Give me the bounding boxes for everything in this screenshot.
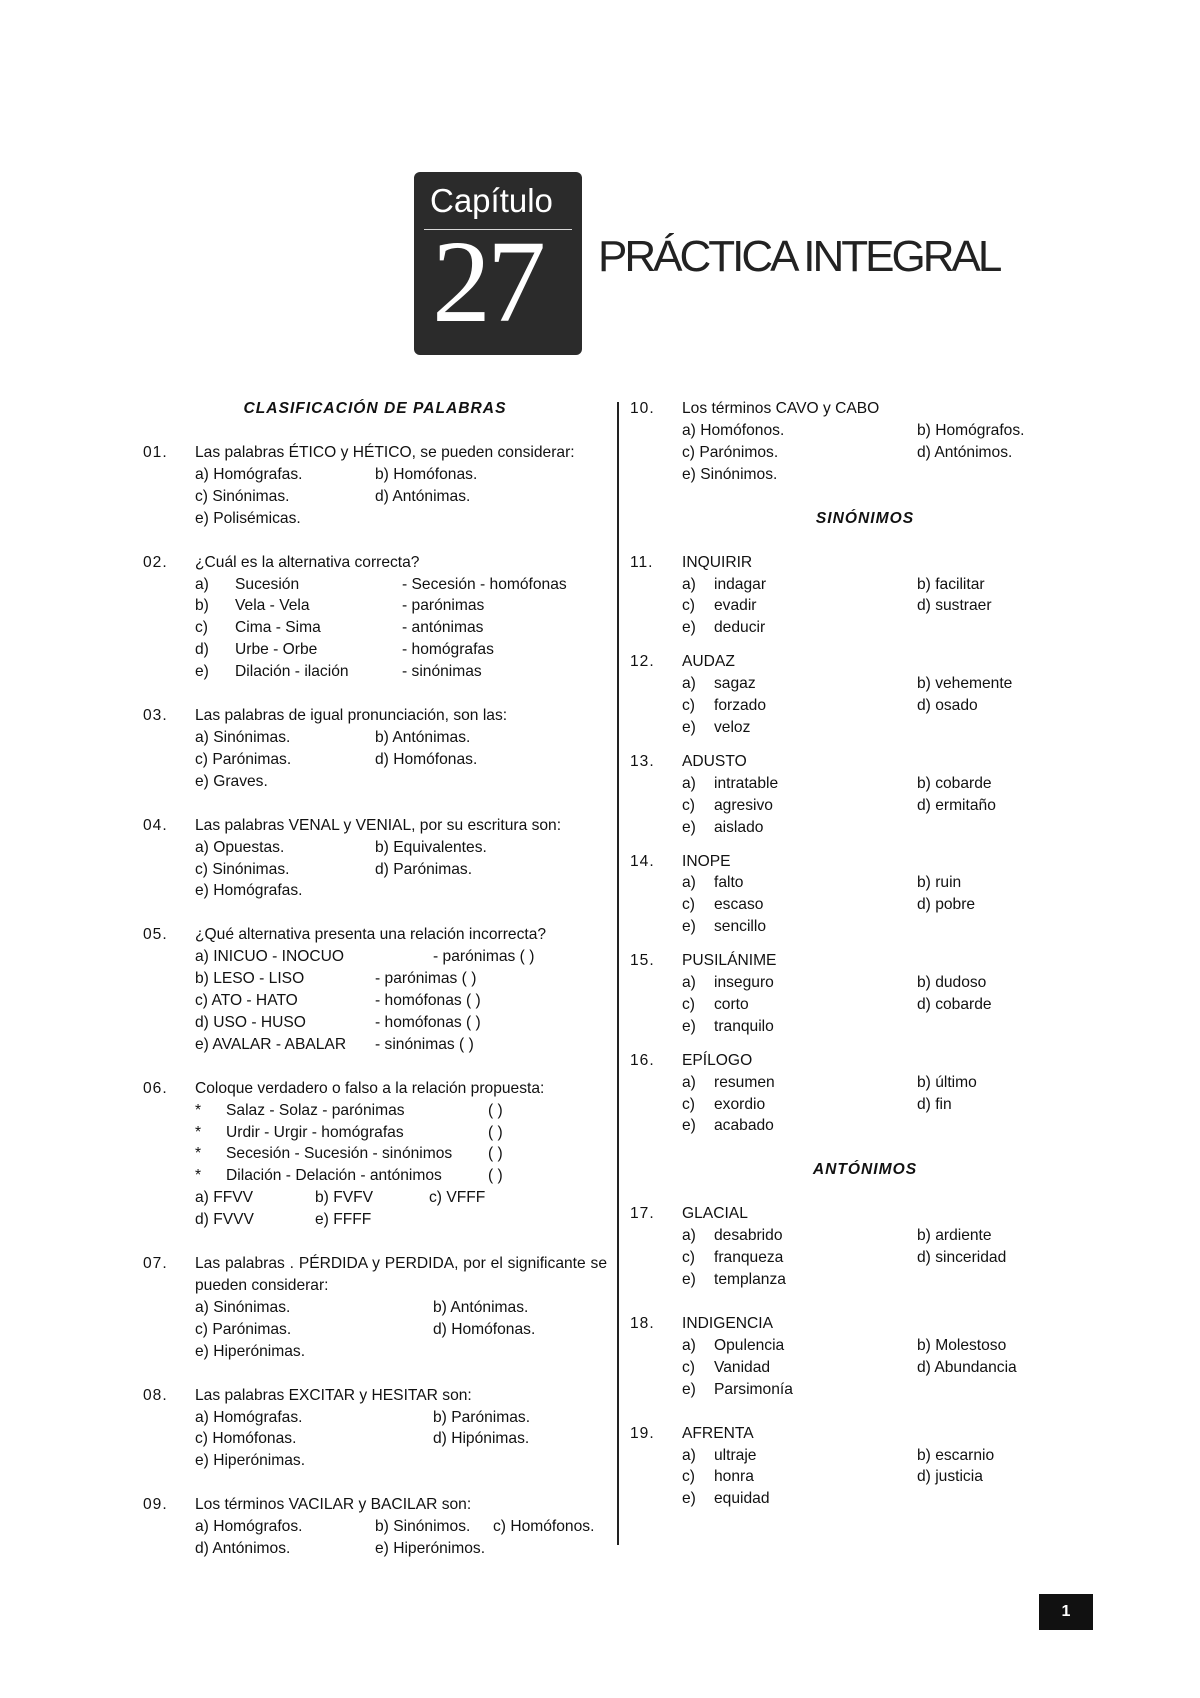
option-letter: a): [682, 1073, 696, 1091]
option-relation: - parónimas ( ): [433, 948, 535, 966]
option-b: b) cobarde: [917, 774, 992, 792]
answer-blank: ( ): [488, 1145, 503, 1163]
question-stem: INOPE: [682, 852, 731, 870]
question-number: 17.: [630, 1205, 655, 1223]
option-letter: e): [682, 619, 696, 637]
question-number: 02.: [143, 553, 168, 571]
question-number: 05.: [143, 926, 168, 944]
option-letter: c): [682, 1095, 695, 1113]
option-relation: - parónimas: [402, 597, 485, 615]
option-a-text: sagaz: [714, 675, 756, 693]
option-pair: Sucesión: [235, 575, 300, 593]
option-a-text: ultraje: [714, 1446, 757, 1464]
option-letter: a): [682, 1446, 696, 1464]
question-19: [630, 1423, 1100, 1511]
section-title-antonimos: ANTÓNIMOS: [812, 1161, 918, 1179]
question-18: [630, 1313, 1100, 1401]
option-b: b) ruin: [917, 874, 962, 892]
option-letter: c): [682, 697, 695, 715]
option-c-text: franqueza: [714, 1249, 784, 1267]
question-13: [630, 751, 1100, 839]
option-letter: c): [682, 1249, 695, 1267]
option-a: a) Sinónimas.: [195, 728, 291, 746]
option-pair: e) AVALAR - ABALAR: [195, 1035, 347, 1053]
option-relation: - antónimas: [402, 619, 484, 637]
option-letter: a): [195, 575, 209, 593]
option-letter: c): [682, 1358, 695, 1376]
option-c-text: agresivo: [714, 796, 773, 814]
question-stem: EPÍLOGO: [682, 1051, 753, 1069]
option-e-text: sencillo: [714, 918, 767, 936]
question-number: 06.: [143, 1079, 168, 1097]
question-number: 18.: [630, 1315, 655, 1332]
option-letter: c): [682, 995, 695, 1013]
option-letter: e): [682, 918, 696, 936]
option-letter: c): [682, 597, 695, 615]
option-letter: e): [682, 1017, 696, 1035]
option-letter: a): [682, 1336, 696, 1354]
option-c-text: forzado: [714, 697, 767, 715]
question-number: 09.: [143, 1496, 168, 1514]
option-e: e) Polisémicas.: [195, 509, 301, 527]
option-d: d) cobarde: [917, 995, 992, 1013]
question-stem: Las palabras VENAL y VENIAL, por su escritura son:: [195, 816, 562, 834]
option-pair: c) ATO - HATO: [195, 992, 298, 1010]
option-a-text: intratable: [714, 774, 779, 792]
statement: Salaz - Solaz - parónimas: [226, 1101, 405, 1119]
question-stem: INQUIRIR: [682, 553, 753, 571]
option-e: e) Hiperónimas.: [195, 1342, 306, 1360]
option-e: e) Homógrafas.: [195, 882, 303, 900]
option-e: e) Hiperónimos.: [375, 1540, 486, 1558]
option-letter: a): [682, 974, 696, 992]
question-stem: AFRENTA: [682, 1424, 754, 1442]
option-letter: c): [682, 1468, 695, 1486]
option-letter: c): [195, 619, 208, 637]
question-07: [143, 1253, 607, 1363]
option-b: b) Molestoso: [917, 1336, 1007, 1354]
option-b: b) Antónimas.: [375, 728, 471, 746]
section-title-sinonimos: SINÓNIMOS: [815, 509, 915, 527]
question-number: 15.: [630, 952, 655, 970]
option-b: b) FVFV: [315, 1189, 374, 1207]
option-a: a) Sinónimas.: [195, 1298, 291, 1316]
option-e: e) Hiperónimas.: [195, 1452, 306, 1470]
option-letter: a): [682, 874, 696, 892]
question-16: [630, 1050, 1100, 1138]
question-01: [143, 442, 607, 530]
question-stem: AUDAZ: [682, 653, 735, 671]
bullet: *: [195, 1101, 202, 1119]
option-e-text: deducir: [714, 619, 766, 637]
bullet: *: [195, 1145, 202, 1163]
question-17: [630, 1203, 1100, 1291]
option-d: d) sinceridad: [917, 1249, 1007, 1267]
option-letter: e): [682, 718, 696, 736]
option-c: c) Parónimas.: [195, 750, 292, 768]
question-number: 04.: [143, 816, 168, 834]
bullet: *: [195, 1123, 202, 1141]
option-a: a) Homógrafas.: [195, 1408, 303, 1426]
option-relation: - sinónimas: [402, 663, 482, 681]
question-stem: GLACIAL: [682, 1205, 748, 1223]
page-title: PRÁCTICA INTEGRAL: [598, 232, 1000, 281]
answer-blank: ( ): [488, 1123, 503, 1141]
question-number: 03.: [143, 707, 168, 725]
question-08: [143, 1385, 607, 1473]
question-stem: ¿Cuál es la alternativa correcta?: [195, 553, 420, 571]
option-a: a) FFVV: [195, 1189, 254, 1207]
option-c-text: corto: [714, 995, 749, 1013]
question-stem: PUSILÁNIME: [682, 952, 777, 970]
option-d: d) sustraer: [917, 597, 992, 615]
option-d: d) fin: [917, 1095, 952, 1113]
option-pair: Urbe - Orbe: [235, 641, 318, 659]
option-a: a) Homófonos.: [682, 421, 785, 439]
option-b: b) ardiente: [917, 1227, 992, 1245]
option-a-text: inseguro: [714, 974, 774, 992]
option-d: d) pobre: [917, 896, 976, 914]
option-letter: e): [682, 1380, 696, 1398]
question-stem: Las palabras ÉTICO y HÉTICO, se pueden considerar:: [195, 444, 575, 461]
question-stem: Los términos VACILAR y BACILAR son:: [195, 1496, 472, 1514]
option-b: b) escarnio: [917, 1446, 995, 1464]
option-a: a) Opuestas.: [195, 838, 285, 856]
option-letter: e): [195, 663, 209, 681]
question-stem: ADUSTO: [682, 752, 747, 770]
option-relation: - homógrafas: [402, 641, 494, 659]
option-c: c) Sinónimas.: [195, 860, 290, 878]
bullet: *: [195, 1167, 202, 1185]
question-number: 13.: [630, 752, 655, 770]
option-e-text: templanza: [714, 1271, 786, 1289]
option-c: c) Parónimos.: [682, 443, 779, 461]
chapter-label: Capítulo: [430, 182, 553, 219]
option-relation: - parónimas ( ): [375, 970, 477, 988]
option-c-text: escaso: [714, 896, 764, 914]
question-09: [143, 1494, 607, 1560]
option-c-text: exordio: [714, 1095, 766, 1113]
option-e: e) Graves.: [195, 772, 268, 790]
option-d: d) osado: [917, 697, 978, 715]
question-stem: Las palabras . PÉRDIDA y PERDIDA, por el significante se pueden considerar:: [195, 1255, 607, 1294]
answer-blank: ( ): [488, 1101, 503, 1119]
option-letter: e): [682, 1271, 696, 1289]
option-pair: a) INICUO - INOCUO: [195, 948, 345, 966]
question-number: 07.: [143, 1255, 168, 1273]
option-b: b) Homófonas.: [375, 465, 478, 483]
option-d: d) Homófonas.: [375, 750, 478, 768]
option-c: c) Homófonos.: [493, 1518, 595, 1536]
page-number: 1: [1039, 1594, 1093, 1630]
option-d: d) Homófonas.: [433, 1320, 536, 1338]
chapter-badge: [414, 172, 582, 355]
option-letter: e): [682, 1117, 696, 1135]
option-letter: d): [195, 641, 209, 659]
option-letter: c): [682, 896, 695, 914]
option-pair: Dilación - ilación: [235, 663, 349, 681]
option-letter: e): [682, 818, 696, 836]
question-number: 10.: [630, 400, 655, 417]
statement: Dilación - Delación - antónimos: [226, 1167, 442, 1185]
option-e: e) Sinónimos.: [682, 465, 778, 483]
option-d: d) justicia: [917, 1468, 983, 1486]
question-12: [630, 651, 1100, 739]
option-a-text: desabrido: [714, 1227, 783, 1245]
question-15: [630, 950, 1100, 1038]
option-b: b) dudoso: [917, 974, 987, 992]
column-divider: [617, 402, 619, 1545]
option-c: c) Sinónimas.: [195, 487, 290, 505]
option-e-text: equidad: [714, 1490, 770, 1508]
question-03: [143, 705, 607, 793]
question-number: 16.: [630, 1051, 655, 1069]
option-letter: a): [682, 1227, 696, 1245]
option-letter: a): [682, 575, 696, 593]
option-b: b) Equivalentes.: [375, 838, 487, 856]
option-pair: d) USO - HUSO: [195, 1013, 306, 1031]
option-b: b) Parónimas.: [433, 1408, 531, 1426]
section-title-clasificacion: CLASIFICACIÓN DE PALABRAS: [243, 400, 507, 417]
option-d: d) Antónimos.: [195, 1540, 291, 1558]
option-relation: - sinónimas ( ): [375, 1035, 474, 1053]
question-06: [143, 1078, 607, 1231]
option-b: b) facilitar: [917, 575, 985, 593]
option-c: c) Homófonas.: [195, 1430, 297, 1448]
option-e-text: veloz: [714, 718, 751, 736]
option-b: b) Sinónimos.: [375, 1518, 471, 1536]
option-a-text: falto: [714, 874, 744, 892]
question-stem: Las palabras EXCITAR y HESITAR son:: [195, 1386, 472, 1404]
option-d: d) Antónimos.: [917, 443, 1013, 461]
question-stem: Coloque verdadero o falso a la relación propuesta:: [195, 1079, 545, 1097]
question-stem: Los términos CAVO y CABO: [682, 400, 880, 417]
question-stem: ¿Qué alternativa presenta una relación incorrecta?: [195, 926, 547, 944]
question-number: 01.: [143, 444, 168, 461]
question-02: [143, 552, 607, 683]
option-e: e) FFFF: [315, 1211, 372, 1229]
question-10: [630, 398, 1100, 486]
option-d: d) Antónimas.: [375, 487, 471, 505]
option-letter: a): [682, 774, 696, 792]
question-number: 08.: [143, 1386, 168, 1404]
statement: Urdir - Urgir - homógrafas: [226, 1123, 404, 1141]
question-05: [143, 924, 607, 1055]
option-d: d) Abundancia: [917, 1358, 1017, 1376]
chapter-number: 27: [432, 216, 542, 347]
question-14: [630, 851, 1100, 939]
option-relation: - homófonas ( ): [375, 1013, 481, 1031]
option-d: d) ermitaño: [917, 796, 996, 814]
option-d: d) Parónimas.: [375, 860, 473, 878]
option-a: a) Homógrafos.: [195, 1518, 303, 1536]
option-a-text: resumen: [714, 1073, 775, 1091]
question-stem: INDIGENCIA: [682, 1315, 773, 1332]
question-04: [143, 815, 607, 903]
option-relation: - homófonas ( ): [375, 992, 481, 1010]
option-a-text: Opulencia: [714, 1336, 785, 1354]
option-a-text: indagar: [714, 575, 767, 593]
option-c-text: Vanidad: [714, 1358, 771, 1376]
option-c-text: evadir: [714, 597, 757, 615]
answer-blank: ( ): [488, 1167, 503, 1185]
question-11: [630, 552, 1100, 640]
option-c: c) VFFF: [429, 1189, 486, 1207]
option-b: b) Antónimas.: [433, 1298, 529, 1316]
question-number: 14.: [630, 852, 655, 870]
option-b: b) Homógrafos.: [917, 421, 1025, 439]
option-relation: - Secesión - homófonas: [402, 575, 567, 593]
option-pair: b) LESO - LISO: [195, 970, 305, 988]
option-letter: a): [682, 675, 696, 693]
left-column: [143, 398, 607, 1582]
question-stem: Las palabras de igual pronunciación, son las:: [195, 707, 508, 725]
option-pair: Cima - Sima: [235, 619, 321, 637]
option-pair: Vela - Vela: [235, 597, 310, 615]
option-letter: b): [195, 597, 209, 615]
question-number: 19.: [630, 1424, 655, 1442]
option-letter: c): [682, 796, 695, 814]
option-a: a) Homógrafas.: [195, 465, 303, 483]
right-column: [630, 398, 1100, 1532]
question-number: 12.: [630, 653, 655, 671]
option-d: d) Hipónimas.: [433, 1430, 530, 1448]
option-d: d) FVVV: [195, 1211, 254, 1229]
statement: Secesión - Sucesión - sinónimos: [226, 1145, 453, 1163]
option-c-text: honra: [714, 1468, 754, 1486]
option-e-text: aislado: [714, 818, 764, 836]
option-e-text: acabado: [714, 1117, 774, 1135]
option-b: b) vehemente: [917, 675, 1013, 693]
option-c: c) Parónimas.: [195, 1320, 292, 1338]
option-e-text: tranquilo: [714, 1017, 774, 1035]
question-number: 11.: [630, 553, 654, 571]
option-b: b) último: [917, 1073, 977, 1091]
option-letter: e): [682, 1490, 696, 1508]
option-e-text: Parsimonía: [714, 1380, 793, 1398]
